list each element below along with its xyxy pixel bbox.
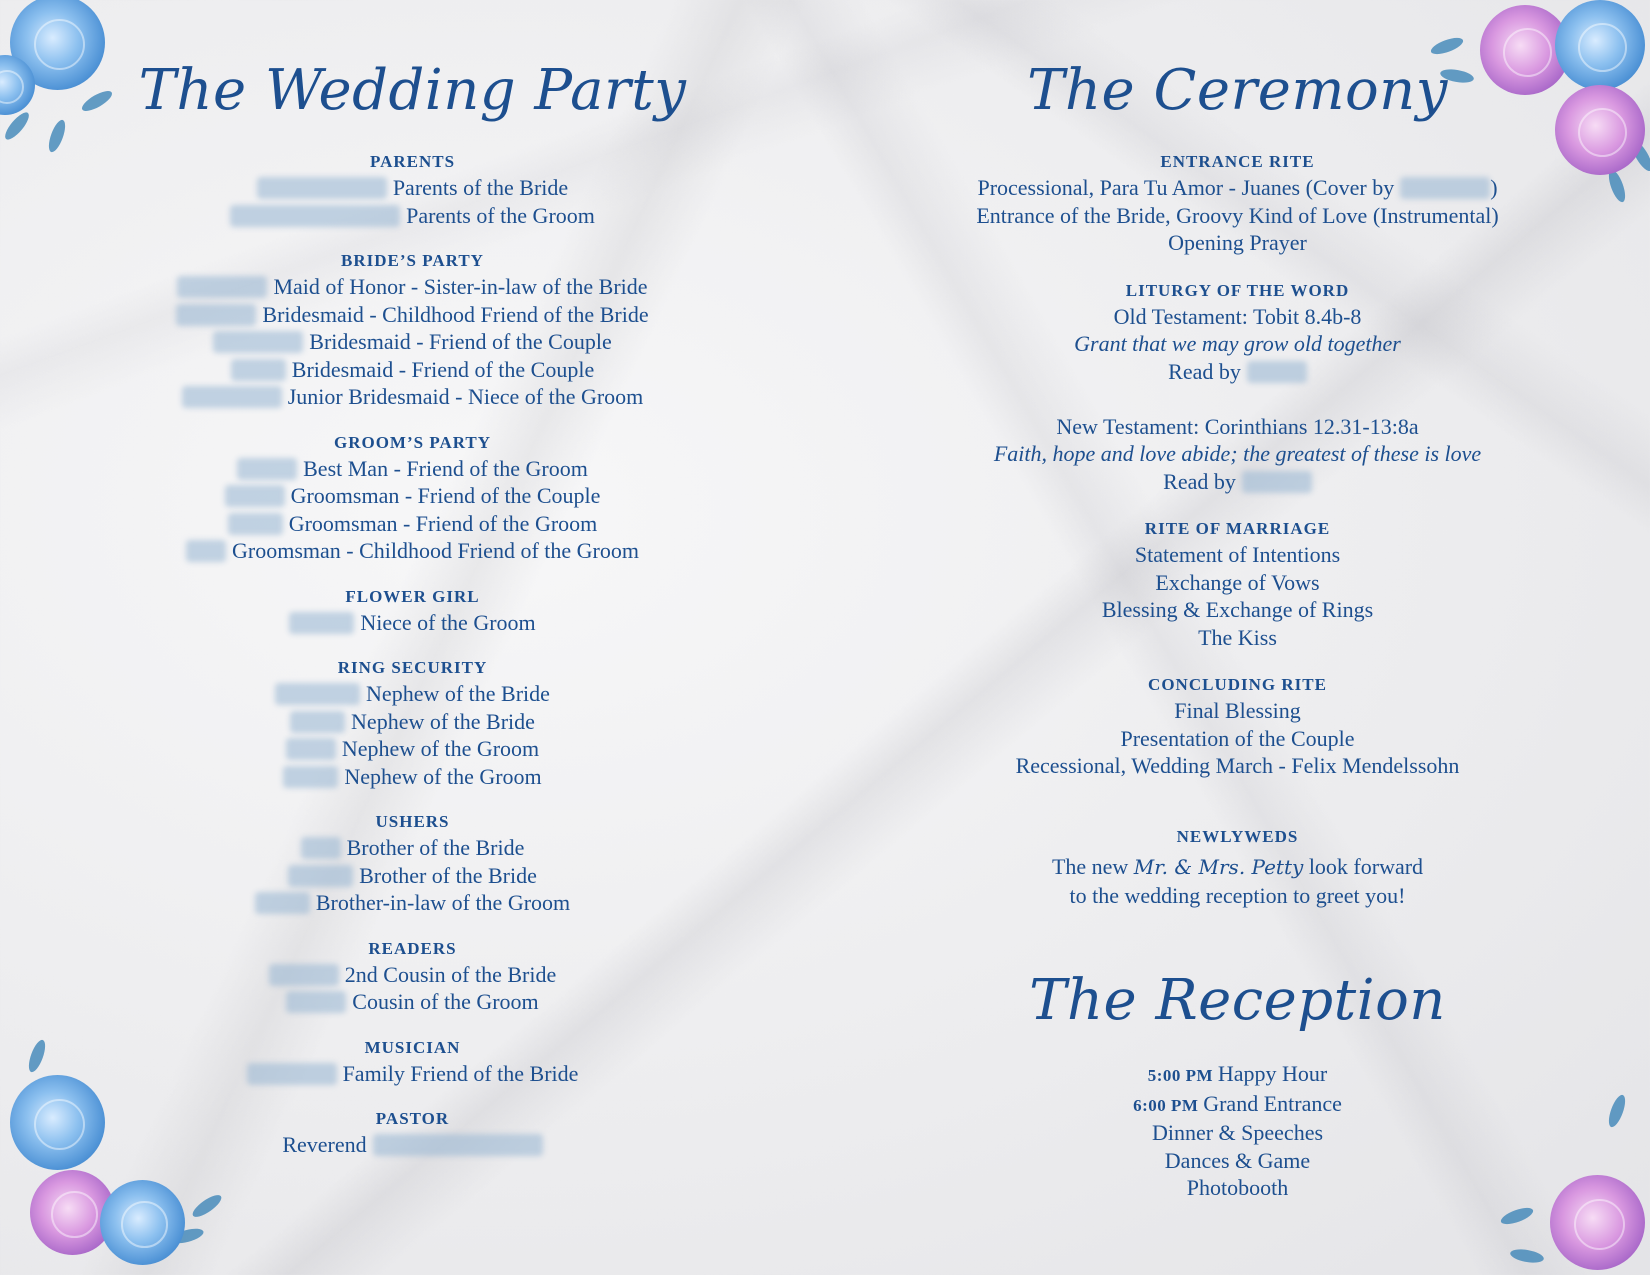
redacted-name — [283, 766, 338, 788]
redacted-name — [213, 331, 303, 353]
program-section — [0, 1036, 825, 1088]
redacted-name — [269, 964, 339, 986]
section-heading: RING SECURITY — [337, 658, 488, 677]
section-heading: RITE OF MARRIAGE — [1144, 519, 1331, 538]
reception-item: 6:00 PM Grand Entrance — [1133, 1090, 1342, 1116]
program-section — [825, 673, 1650, 780]
redacted-name — [231, 359, 286, 381]
redacted-name — [290, 711, 345, 733]
program-line: Reverend — [0, 1131, 825, 1159]
redacted-name — [247, 1063, 337, 1085]
redacted-name — [1400, 177, 1490, 199]
program-line: Nephew of the Groom — [0, 763, 825, 791]
program-line: Groomsman - Childhood Friend of the Groom — [0, 537, 825, 565]
redacted-name — [373, 1134, 543, 1156]
section-heading: ENTRANCE RITE — [1160, 152, 1315, 171]
program-section — [825, 517, 1650, 651]
section-heading: FLOWER GIRL — [345, 586, 480, 606]
program-line: Read by — [825, 358, 1650, 386]
wedding-party-title: The Wedding Party — [138, 58, 687, 123]
reception-item: Dances & Game — [1164, 1147, 1311, 1173]
program-line: 2nd Cousin of the Bride — [0, 961, 825, 989]
section-heading: BRIDE’S PARTY — [341, 251, 484, 270]
program-line: Processional, Para Tu Amor - Juanes (Cover by ) — [977, 175, 1498, 200]
redacted-name — [177, 276, 267, 298]
redacted-name — [301, 837, 341, 859]
program-line: Brother-in-law of the Groom — [0, 889, 825, 917]
program-line — [825, 385, 1650, 413]
program-line: Bridesmaid - Friend of the Couple — [0, 356, 825, 384]
program-line: Nephew of the Bride — [0, 680, 825, 708]
reception-time: 6:00 PM — [1133, 1095, 1204, 1115]
redacted-name — [182, 386, 282, 408]
redacted-name — [237, 458, 297, 480]
redacted-name — [230, 205, 400, 227]
program-line: Brother of the Bride — [0, 834, 825, 862]
newlyweds-line: to the wedding reception to greet you! — [1069, 882, 1406, 908]
reception-item: 5:00 PM Happy Hour — [1147, 1061, 1328, 1086]
program-line: Best Man - Friend of the Groom — [0, 455, 825, 483]
redacted-name — [286, 738, 336, 760]
section-heading: PARENTS — [369, 152, 456, 171]
newlyweds-section — [825, 825, 1650, 909]
program-line: Cousin of the Groom — [0, 988, 825, 1016]
program-line: Groomsman - Friend of the Groom — [0, 510, 825, 538]
redacted-name — [286, 991, 346, 1013]
reception-item: Dinner & Speeches — [1151, 1120, 1324, 1145]
reception-schedule — [825, 1060, 1650, 1202]
couple-name: Mr. & Mrs. Petty — [1133, 855, 1304, 879]
program-section — [0, 431, 825, 565]
program-line: Niece of the Groom — [0, 609, 825, 637]
redacted-name — [255, 892, 310, 914]
program-line: Brother of the Bride — [0, 862, 825, 890]
reception-item: Photobooth — [1186, 1175, 1289, 1200]
program-line: Parents of the Bride — [0, 174, 825, 202]
section-heading: CONCLUDING RITE — [1148, 675, 1327, 694]
program-line: Old Testament: Tobit 8.4b-8 — [1113, 303, 1362, 329]
section-heading: USHERS — [375, 812, 450, 831]
section-heading: PASTOR — [375, 1109, 450, 1128]
wedding-party-list — [0, 150, 825, 1159]
program-line: Parents of the Groom — [0, 202, 825, 230]
reception-time: 5:00 PM — [1147, 1066, 1218, 1085]
program-line: The Kiss — [1198, 624, 1277, 650]
program-line: Read by — [825, 468, 1650, 496]
redacted-name — [186, 540, 226, 562]
program-section — [0, 585, 825, 637]
program-line: Maid of Honor - Sister-in-law of the Bride — [0, 273, 825, 301]
ceremony-title: The Ceremony — [1027, 58, 1448, 123]
program-line: New Testament: Corinthians 12.31-13:8a — [1056, 413, 1419, 439]
program-line: Bridesmaid - Childhood Friend of the Bride — [0, 301, 825, 329]
redacted-name — [275, 683, 360, 705]
program-line: Entrance of the Bride, Groovy Kind of Love (Instrumental) — [976, 202, 1499, 228]
program-line: Blessing & Exchange of Rings — [1101, 597, 1374, 622]
program-line: Grant that we may grow old together — [1074, 331, 1401, 356]
reception-title: The Reception — [1029, 968, 1446, 1033]
ceremony-list — [825, 150, 1650, 780]
program-section — [0, 1107, 825, 1159]
section-heading: READERS — [368, 938, 457, 958]
program-section — [0, 937, 825, 1016]
program-line: Nephew of the Bride — [0, 708, 825, 736]
redacted-name — [289, 612, 354, 634]
program-section — [0, 656, 825, 790]
newlyweds-line: The new Mr. & Mrs. Petty look forward — [1051, 854, 1424, 879]
redacted-name — [288, 865, 353, 887]
redacted-name — [225, 485, 285, 507]
redacted-name — [257, 177, 387, 199]
section-heading: LITURGY OF THE WORD — [1125, 280, 1350, 300]
program-line: Presentation of the Couple — [1120, 725, 1355, 751]
program-section — [0, 249, 825, 411]
redacted-name — [228, 513, 283, 535]
program-line: Statement of Intentions — [1134, 542, 1341, 567]
program-line: Junior Bridesmaid - Niece of the Groom — [0, 383, 825, 411]
section-heading: MUSICIAN — [364, 1037, 461, 1057]
program-section — [825, 279, 1650, 496]
program-line: Nephew of the Groom — [0, 735, 825, 763]
program-section — [825, 150, 1650, 257]
program-line: Groomsman - Friend of the Couple — [0, 482, 825, 510]
program-line: Recessional, Wedding March - Felix Mendelssohn — [1015, 753, 1460, 778]
redacted-name — [1242, 471, 1312, 493]
program-line: Exchange of Vows — [1155, 569, 1320, 595]
program-line: Faith, hope and love abide; the greatest of these is love — [993, 441, 1482, 466]
program-line: Opening Prayer — [1168, 230, 1307, 255]
redacted-name — [1247, 361, 1307, 383]
program-line: Family Friend of the Bride — [0, 1060, 825, 1088]
program-line: Final Blessing — [1174, 698, 1301, 723]
program-section — [0, 150, 825, 229]
section-heading: NEWLYWEDS — [1176, 827, 1299, 846]
program-line: Bridesmaid - Friend of the Couple — [0, 328, 825, 356]
redacted-name — [176, 304, 256, 326]
program-section — [0, 810, 825, 917]
ceremony-panel — [825, 0, 1650, 1275]
section-heading: GROOM’S PARTY — [333, 432, 492, 452]
